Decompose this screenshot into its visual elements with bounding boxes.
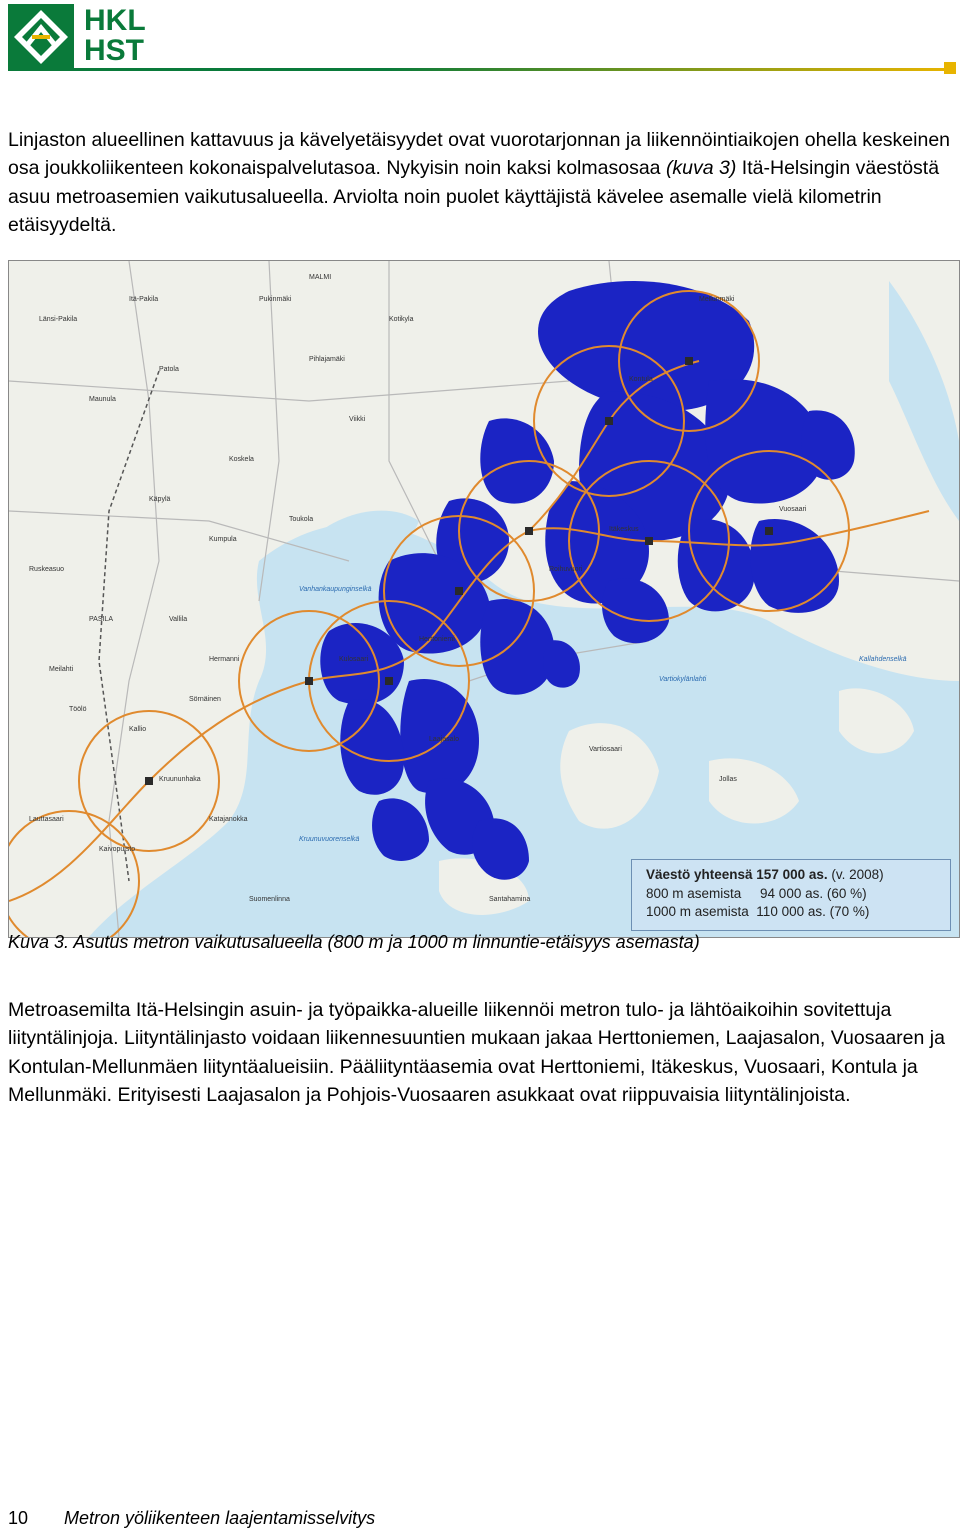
map-label: Kulosaari <box>339 656 369 663</box>
map-label: Itä-Pakila <box>129 296 159 303</box>
logo-text-line1: HKL <box>84 4 146 37</box>
map-label: Toukola <box>289 516 314 523</box>
map-label: Vallila <box>169 616 188 623</box>
map-label: Vartiosaari <box>589 746 622 753</box>
page-footer <box>8 1508 375 1529</box>
header-rule-end-square <box>944 62 956 74</box>
hkl-logo <box>8 4 146 70</box>
legend-year: (v. 2008) <box>827 867 884 882</box>
map-label: Kumpula <box>209 536 237 543</box>
legend-line-800m: 800 m asemista 94 000 as. (60 %) <box>646 885 867 901</box>
map-label: Lauttasaari <box>29 816 64 823</box>
legend-line-total <box>646 866 942 885</box>
map-label: Länsi-Pakila <box>39 316 78 323</box>
map-label: Kontula <box>629 376 653 383</box>
map-label: Kruununhaka <box>159 776 201 783</box>
figure-caption <box>8 932 700 953</box>
coverage-map <box>8 260 960 938</box>
sea-label: Vartiokylänlahti <box>659 676 707 683</box>
map-graphic <box>9 261 959 937</box>
sea-label: Kruunuvuorenselkä <box>299 836 360 843</box>
map-label: Patola <box>159 366 179 373</box>
page-number: 10 <box>8 1508 29 1528</box>
document-title: Metron yöliikenteen laajentamisselvitys <box>64 1508 376 1528</box>
map-label: Kotikyla <box>389 316 414 323</box>
caption-label: Kuva 3. <box>8 932 70 952</box>
map-label: Meilahti <box>49 666 74 673</box>
legend-line-1000m: 1000 m asemista 110 000 as. (70 %) <box>646 904 870 919</box>
map-label: Mellunmäki <box>699 296 735 303</box>
hkl-logo-mark-icon <box>8 4 74 70</box>
map-label: Hermanni <box>209 656 240 663</box>
map-label: Ruskeasuo <box>29 566 65 573</box>
map-label: Kallio <box>129 726 147 733</box>
legend-total-population: Väestö yhteensä 157 000 as. <box>646 867 828 882</box>
map-label: Suomenlinna <box>249 896 290 903</box>
map-label: Laajasalo <box>429 736 459 743</box>
map-label: Käpylä <box>149 496 171 503</box>
map-label: PASILA <box>89 616 113 623</box>
map-label: Kaivopuisto <box>99 846 136 853</box>
intro-text-1: Linjaston alueellinen kattavuus ja kävelyetäisyydet ovat vuorotarjonnan ja liikennöintiaikojen ohella keskeinen osa joukkoliikenteen kokonaispalvelutasoa. Nykyisin noin kaksi kolmasosaa <box>8 129 951 180</box>
logo-text <box>84 6 146 66</box>
intro-paragraph <box>8 126 958 240</box>
map-label: Pihlajamäki <box>309 356 345 363</box>
sea-label: Kallahdenselkä <box>859 656 907 663</box>
map-label: Koskela <box>229 456 254 463</box>
logo-text-line2: HST <box>84 34 144 67</box>
sea-label: Vanhankaupunginselkä <box>299 586 372 593</box>
map-label: Pukinmäki <box>259 296 292 303</box>
map-label: Itäkeskus <box>609 526 639 533</box>
map-label: Santahamina <box>489 896 531 903</box>
figure-reference: (kuva 3) <box>665 157 737 180</box>
map-label: Roihuvuori <box>549 566 583 573</box>
intro-text-2: Itä-Helsingin väestöstä asuu metroasemien vaikutusalueella. Arviolta noin puolet käyttäjistä kävelee asemalle vielä kilometrin etäisyydeltä. <box>8 157 940 237</box>
map-label: Katajanokka <box>209 816 248 823</box>
map-label: MALMI <box>309 274 332 281</box>
map-label: Sörnäinen <box>189 696 221 703</box>
caption-text: Asutus metron vaikutusalueella (800 m ja 1000 m linnuntie-etäisyys asemasta) <box>69 932 700 952</box>
header-rule <box>8 68 952 71</box>
map-label: Vuosaari <box>779 506 807 513</box>
map-label: Töölö <box>69 706 87 713</box>
map-label: Maunula <box>89 396 116 403</box>
map-label: Herttoniemi <box>419 636 455 643</box>
map-label: Jollas <box>719 776 737 783</box>
body-paragraph: Metroasemilta Itä-Helsingin asuin- ja työpaikka-alueille liikennöi metron tulo- ja lähtöaikoihin sovitettuja liityntälinjoja. Liityntälinjasto voidaan liikennesuuntien mukaan jakaa Herttoniemen, Laajasalon, Vuosaaren ja Kontulan-Mellunmäen liityntäalueisiin. Pääliityntäasemia ovat Herttoniemi, Itäkeskus, Vuosaari, Kontula ja Mellunmäki. Erityisesti Laajasalon ja Pohjois-Vuosaaren asukkaat ovat riippuvaisia liityntälinjoista. <box>8 999 945 1107</box>
map-label: Viikki <box>349 416 366 423</box>
map-legend <box>631 859 951 931</box>
